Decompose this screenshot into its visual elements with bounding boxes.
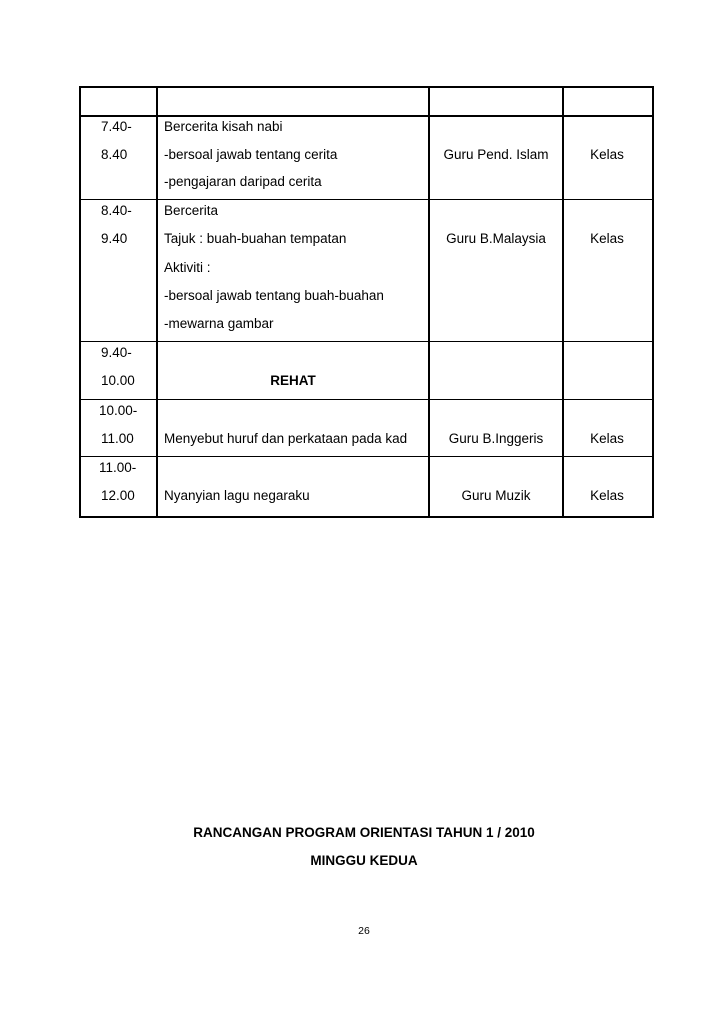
activity-line: Menyebut huruf dan perkataan pada kad [164,431,408,446]
place: Kelas [590,488,624,503]
activity-line: -mewarna gambar [164,316,274,331]
activity-line: Tajuk : buah-buahan tempatan [164,231,347,246]
place: Kelas [590,431,624,446]
break-label: REHAT [270,373,316,388]
column-divider [156,88,158,516]
time-start: 11.00- [99,460,137,475]
time-start: 7.40- [101,119,132,134]
row-divider [81,456,652,457]
teacher: Guru B.Inggeris [448,431,544,446]
time-end: 9.40 [101,231,128,246]
page-number: 26 [358,925,370,937]
row-divider [81,199,652,200]
time-start: 9.40- [101,345,132,360]
activity-line: Bercerita [164,203,219,218]
time-end: 10.00 [101,373,135,388]
time-start: 10.00- [99,403,138,418]
header-row-divider [81,115,652,117]
document-title: RANCANGAN PROGRAM ORIENTASI TAHUN 1 / 2010 [193,825,535,840]
schedule-table [79,86,654,518]
activity-line: -pengajaran daripad cerita [164,174,322,189]
time-end: 8.40 [101,147,128,162]
teacher: Guru B.Malaysia [446,231,546,246]
time-end: 12.00 [101,488,135,503]
activity-line: Bercerita kisah nabi [164,119,283,134]
activity-line: -bersoal jawab tentang cerita [164,147,338,162]
row-divider [81,399,652,400]
document-subtitle: MINGGU KEDUA [310,853,418,868]
place: Kelas [590,147,624,162]
teacher: Guru Pend. Islam [443,147,549,162]
time-end: 11.00 [101,431,134,446]
place: Kelas [590,231,624,246]
activity-line: Nyanyian lagu negaraku [164,488,310,503]
activity-line: Aktiviti : [164,260,211,275]
teacher: Guru Muzik [461,488,531,503]
row-divider [81,341,652,342]
activity-line: -bersoal jawab tentang buah-buahan [164,288,384,303]
time-start: 8.40- [101,203,132,218]
